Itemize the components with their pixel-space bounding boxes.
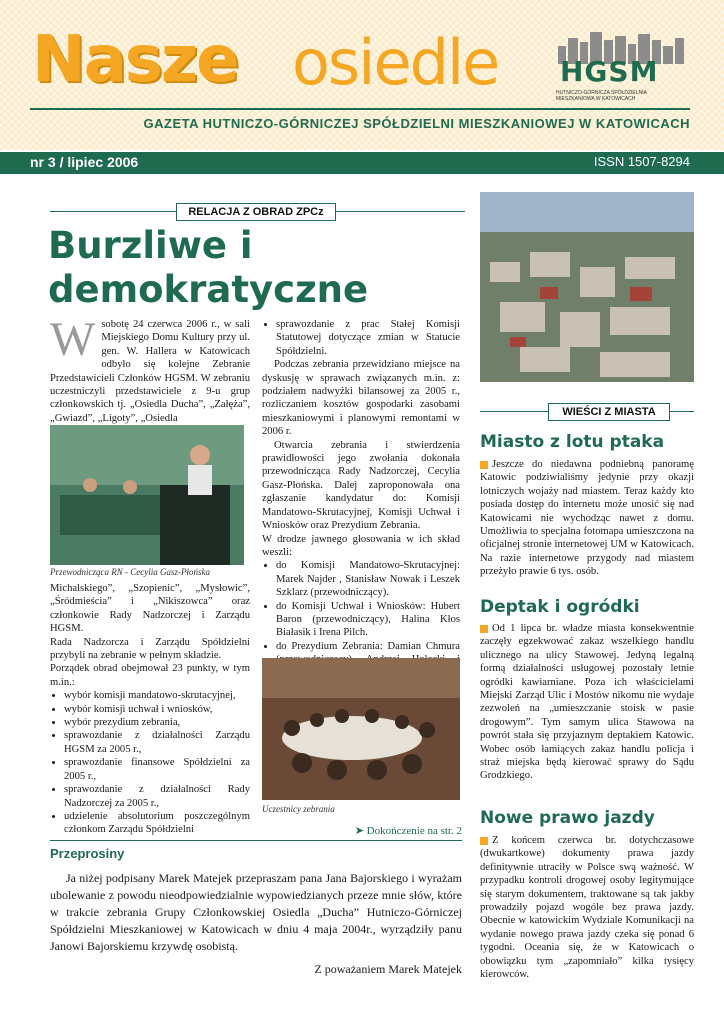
issue-number: nr 3 / lipiec 2006	[30, 154, 139, 170]
photo-chairwoman	[50, 425, 244, 565]
col2-p3: W drodze jawnego głosowania w ich skład weszli:	[262, 533, 460, 558]
apology-rule	[50, 840, 462, 841]
news-text-3: Z końcem czerwca br. dotychczasowe (dwukartkowe) dokumenty prawa jazdy definitywnie utraciły w Polsce swą ważność. W przypadku kontroli drogowej osoby legitymujące się starym dokumentem, traktowane są tak jakby prowadziły pojazd wogóle bez prawa jazdy. Obecnie w katowickim Wydziale Komunikacji na wydanie nowego prawa jazdy czeka się ponad 6 tygodni. Oceania się, że w Katowicach o obowiązku tym „zapomniało” kilka tysięcy kierowców.	[480, 835, 694, 981]
agenda-item: • sprawozdanie z działalności Rady Nadzorczej za 2005 r.,	[64, 783, 250, 810]
committee-item: • do Prezydium Zebrania: Damian Chmura	[276, 640, 460, 680]
news-title-2: Deptak i ogródki	[480, 597, 640, 617]
agenda-item: • sprawozdanie z działalności Zarządu HGSM za 2005 r.,	[64, 729, 250, 756]
square-bullet-icon	[480, 837, 488, 845]
photo-participants	[262, 658, 460, 800]
apology-body: Ja niżej podpisany Marek Matejek przepraszam pana Jana Bajorskiego i wyrażam ubolewanie z powodu nieodpowiedzialnie wypowiedzianych przeze mnie słów, które w trakcie zebrania Grupy Członkowskiej Osiedla „Ducha” Hutniczo-Górniczej Spółdzielni Mieszkaniowej w Katowicach w dniu 4 maja 2004r., wyrządziły panu Janowi Bajorskiemu krzywdę osobistą.	[50, 871, 462, 953]
article-col1-intro	[50, 313, 250, 425]
issn: ISSN 1507-8294	[593, 154, 690, 169]
col2-item: • sprawozdanie z prac Stałej Komisji Statutowej dotyczące zmian w Statucie Spółdzielni.	[276, 318, 460, 358]
intro-text: sobotę 24 czerwca 2006 r., w sali Miejskiego Domu Kultury przy ul. gen. W. Hallera w Katowicach odbyło się kolejne Zebranie Przedstawicieli Członków HGSM. W zebraniu uczestniczyli przedstawiciele z 9-u grup członkowskich tj. „Osiedla Ducha”, „Załęża”, „Gwiazd”, „Ligoty”, „Osiedla	[50, 319, 250, 424]
headline: Burzliwe i demokratyczne	[48, 224, 369, 311]
apology-title: Przeprosiny	[50, 846, 125, 861]
hgsm-logo	[556, 28, 686, 106]
news-body-1	[480, 458, 694, 579]
col2-p1: Podczas zebrania przewidziano miejsce na dyskusję w sprawach związanych m.in. z: podziałem nadwyżki bilansowej za 2005 r., rozliczaniem kosztów gospodarki zasobami mieszkaniowymi i planowymi remontami w 2006 r.	[262, 359, 460, 438]
col1-cont-text: Michalskiego”, „Szopienic”, „Mysłowic”, „Śródmieścia” i „Nikiszowca” oraz członkowie Rady Nadzorczej i Zarządu HGSM.	[50, 583, 250, 635]
section-label: RELACJA Z OBRAD ZPCz	[176, 203, 336, 221]
col1-p2: Rada Nadzorcza i Zarządu Spółdzielni przybyli na zebranie w pełnym składzie.	[50, 636, 250, 662]
news-body-3	[480, 834, 694, 981]
col1-p3: Porządek obrad obejmował 23 punkty, w tym m.in.:	[50, 663, 250, 688]
agenda-item: • wybór komisji mandatowo-skrutacyjnej,	[64, 689, 250, 702]
hgsm-brand: HGSM	[560, 55, 659, 88]
news-text-2: Od 1 lipca br. władze miasta konsekwentnie zaczęły egzekwować zakaz wszelkiego handlu ulicznego na ulicy Stawowej. Jedyną legalną formą działalności usługowej pozostały letnie ogródki kawiarniane. Poza ich właścicielami Miejski Zarząd Ulic i Mostów nikomu nie wydaje zezwoleń na „umieszczanie stoisk w pasie drogowym”. Tym samym ulica Stawowa na powrót stała się przyjaznym deptakiem Katowic. Wobec osób łamiących zakaz handlu policja i straż miejska będą kierować sprawy do Sądu Grodzkiego.	[480, 623, 694, 782]
masthead-title-osiedle: osiedle	[292, 26, 499, 99]
dropcap: W	[50, 313, 96, 366]
masthead-subtitle: GAZETA HUTNICZO-GÓRNICZEJ SPÓŁDZIELNI MIESZKANIOWEJ W KATOWICACH	[143, 116, 690, 131]
photo-city-aerial	[480, 192, 694, 382]
square-bullet-icon	[480, 461, 488, 469]
square-bullet-icon	[480, 625, 488, 633]
section-label-right: WIEŚCI Z MIASTA	[548, 403, 670, 421]
news-text-1: Jeszcze do niedawna podniebną panoramę Katowic podziwialiśmy jedynie przy okazji lotniczych wojaży nad miastem. Teraz każdy kto posiada dostęp do internetu może unosić się nad Katowicami nie wychodząc nawet z domu. Umożliwia to specjalna fotomapa umieszczona na oficjalnej stronie internetowej UM w Katowicach. Na razie internetowe przygody nad miastem przeżyło prawie 6 tys. osób.	[480, 459, 694, 578]
article-col2	[262, 318, 460, 680]
photo2-caption: Uczestnicy zebrania	[262, 804, 335, 814]
agenda-item: • wybór prezydium zebrania,	[64, 716, 250, 729]
agenda-list	[50, 689, 250, 836]
article-col1-cont	[50, 582, 250, 837]
news-title-3: Nowe prawo jazdy	[480, 808, 655, 828]
news-body-2	[480, 622, 694, 783]
agenda-item: • udzielenie absolutorium poszczególnym członkom Zarządu Spółdzielni	[64, 810, 250, 837]
committee-item: • do Komisji Mandatowo-Skrutacyjnej: Marek Najder , Stanisław Nowak i Leszek Szklarz (przewodniczący).	[276, 559, 460, 599]
masthead-title-nasze: Nasze	[32, 23, 238, 97]
news-title-1: Miasto z lotu ptaka	[480, 432, 665, 452]
hgsm-subtitle: HUTNICZO-GÓRNICZA SPÓŁDZIELNIA MIESZKANIOWA W KATOWICACH	[556, 90, 647, 102]
col2-p2: Otwarcia zebrania i stwierdzenia prawidłowości jego zwołania dokonała przewodnicząca Rady Nadzorczej, Cecylia Gasz-Płońska. Dalej zaproponowała ona zgłaszanie kandydatur do: Komisji Mandatowo-Skrutacyjnej, Komisji Uchwał i Wniosków oraz Prezydium Zebrania.	[262, 439, 460, 532]
committee-item: • do Komisji Uchwał i Wniosków: Hubert Baron (przewodniczący), Halina Kłos Białasik i Irena Pilch.	[276, 600, 460, 640]
masthead-rule	[30, 108, 690, 110]
agenda-item: • wybór komisji uchwał i wniosków,	[64, 703, 250, 716]
photo-chairwoman-image	[50, 425, 244, 565]
col2-list	[262, 318, 460, 358]
city-aerial-image	[480, 192, 694, 382]
continuation-link[interactable]: ➤ Dokończenie na str. 2	[354, 825, 462, 837]
photo1-caption: Przewodnicząca RN - Cecylia Gasz-Płońska	[50, 567, 210, 577]
agenda-item: • sprawozdanie finansowe Spółdzielni za 2005 r.,	[64, 756, 250, 783]
photo-participants-image	[262, 658, 460, 800]
apology-signature: Z poważaniem Marek Matejek	[314, 962, 462, 976]
